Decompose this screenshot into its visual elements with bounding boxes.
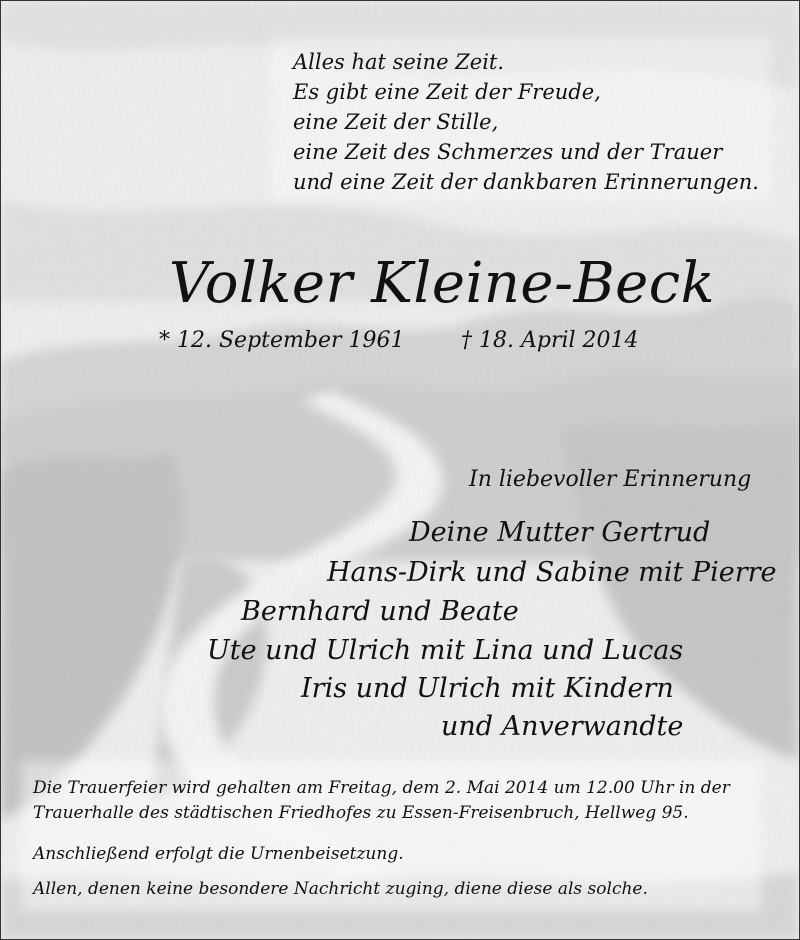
mourner-line: Hans-Dirk und Sabine mit Pierre: [327, 557, 777, 588]
mourner-line: Ute und Ulrich mit Lina und Lucas: [207, 635, 684, 666]
mourner-line: und Anverwandte: [441, 711, 684, 742]
poem-line: eine Zeit des Schmerzes und der Trauer: [293, 140, 723, 164]
mourner-line: Deine Mutter Gertrud: [409, 517, 711, 548]
poem: [293, 47, 759, 197]
poem-line: Alles hat seine Zeit.: [293, 50, 505, 74]
funeral-notice-line: Trauerhalle des städtischen Friedhofes zu Essen-Freisenbruch, Hellweg 95.: [33, 803, 689, 823]
poem-line: und eine Zeit der dankbaren Erinnerungen.: [293, 170, 759, 194]
deceased-name: Volker Kleine-Beck: [169, 251, 716, 316]
mourner-line: Iris und Ulrich mit Kindern: [301, 673, 674, 704]
funeral-notice-line: Die Trauerfeier wird gehalten am Freitag, dem 2. Mai 2014 um 12.00 Uhr in der: [33, 778, 730, 798]
poem-line: eine Zeit der Stille,: [293, 110, 499, 134]
urn-burial-note: Anschließend erfolgt die Urnenbeisetzung.: [33, 844, 404, 864]
poem-line: Es gibt eine Zeit der Freude,: [293, 80, 601, 104]
birth-date: * 12. September 1961: [159, 328, 405, 353]
closing-note: Allen, denen keine besondere Nachricht zuging, diene diese als solche.: [33, 879, 648, 899]
memory-line: In liebevoller Erinnerung: [469, 467, 752, 492]
death-date: † 18. April 2014: [461, 328, 639, 353]
mourner-line: Bernhard und Beate: [241, 596, 519, 627]
